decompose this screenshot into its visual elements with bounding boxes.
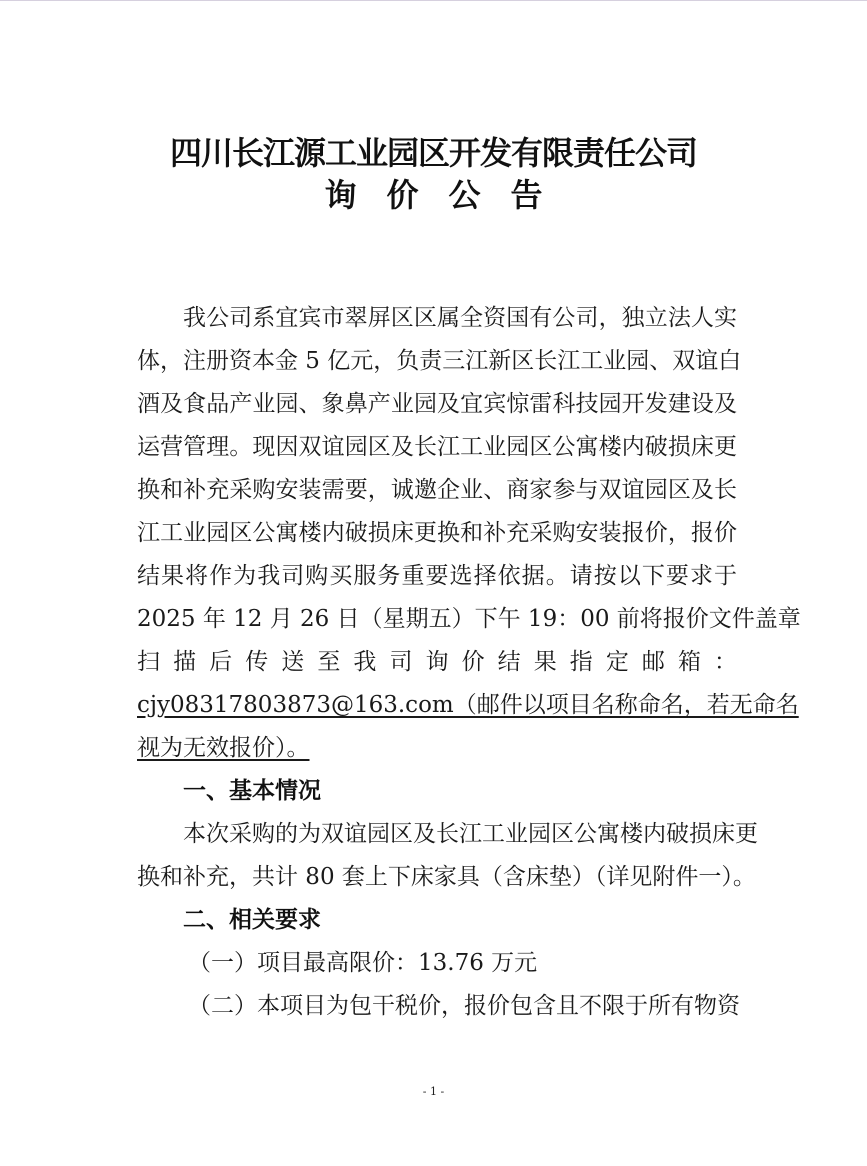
- paragraph-line: 扫描后传送至我司询价结果指定邮箱：: [137, 649, 737, 675]
- section-2-heading: 二、相关要求: [183, 907, 321, 933]
- paragraph-line: 我公司系宜宾市翠屏区区属全资国有公司，独立法人实: [183, 305, 737, 331]
- paragraph-line: 体，注册资本金 5 亿元，负责三江新区长江工业园、双谊白: [137, 348, 742, 374]
- document-subtitle: 询价公告: [324, 176, 573, 214]
- email-line: cjy08317803873@163.com（邮件以项目名称命名，若无命名: [137, 692, 799, 718]
- paragraph-line: 结果将作为我司购买服务重要选择依据。请按以下要求于: [137, 563, 737, 589]
- section-1-line: 本次采购的为双谊园区及长江工业园区公寓楼内破损床更: [183, 821, 758, 847]
- section-1-heading: 一、基本情况: [183, 778, 321, 804]
- paragraph-line: 酒及食品产业园、象鼻产业园及宜宾惊雷科技园开发建设及: [137, 391, 737, 417]
- paragraph-line: 换和补充采购安装需要，诚邀企业、商家参与双谊园区及长: [137, 477, 737, 503]
- section-2-item: （一）项目最高限价：13.76 万元: [188, 950, 538, 976]
- paragraph-line-deadline: 2025 年 12 月 26 日（星期五）下午 19：00 前将报价文件盖章: [137, 606, 801, 632]
- paragraph-line: 江工业园区公寓楼内破损床更换和补充采购安装报价，报价: [137, 520, 737, 546]
- paragraph-line: 视为无效报价）。: [137, 735, 310, 761]
- section-2-item: （二）本项目为包干税价，报价包含且不限于所有物资: [188, 993, 740, 1019]
- paragraph-line: 运营管理。现因双谊园区及长江工业园区公寓楼内破损床更: [137, 434, 737, 460]
- document-title: 四川长江源工业园区开发有限责任公司: [169, 134, 697, 172]
- page-number: - 1 -: [422, 1085, 445, 1098]
- section-1-line: 换和补充，共计 80 套上下床家具（含床垫）（详见附件一）。: [137, 864, 756, 890]
